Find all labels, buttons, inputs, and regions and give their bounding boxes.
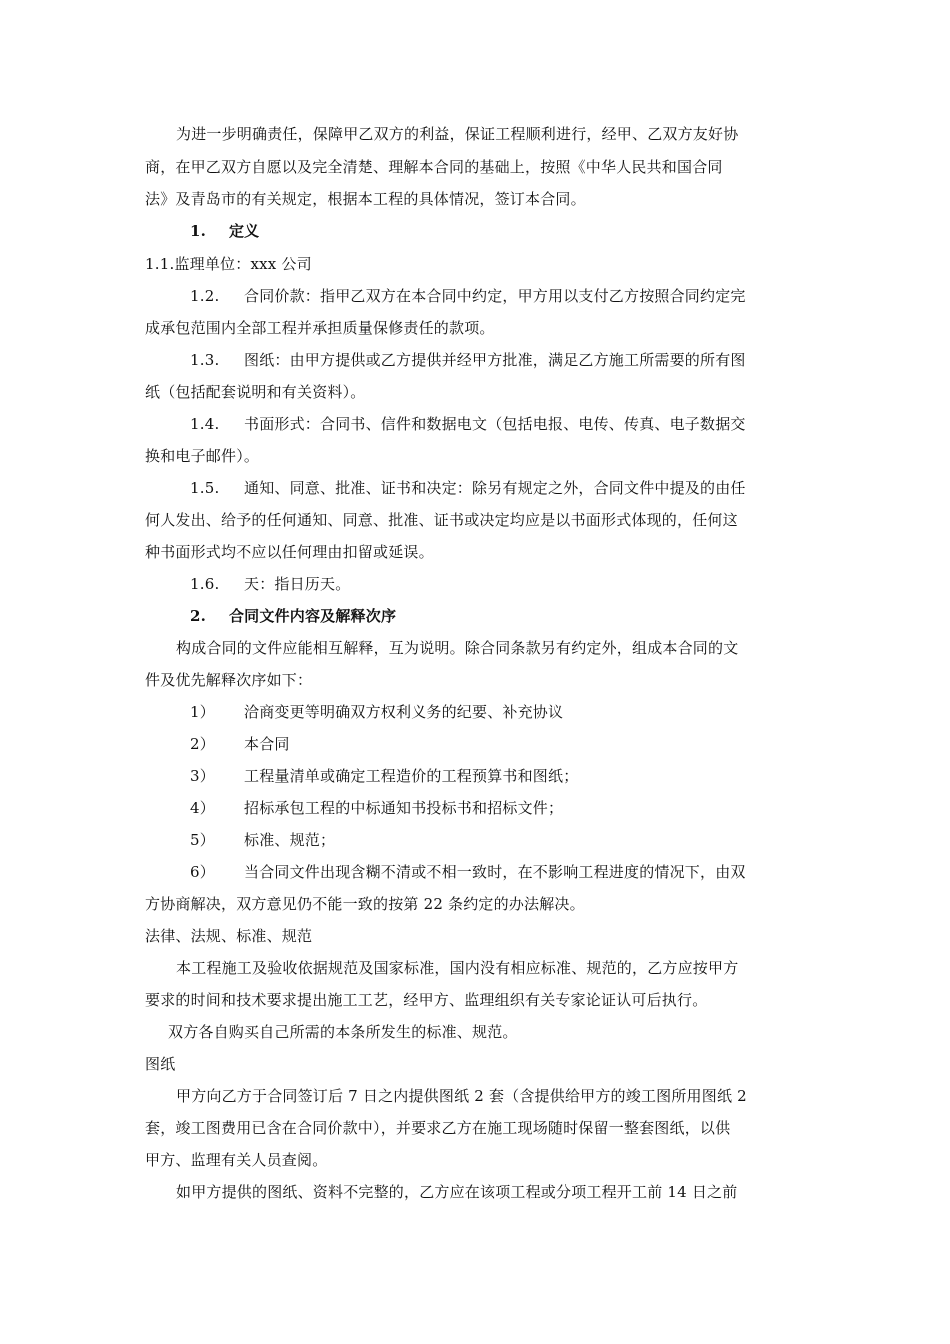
laws-p1-line-2: 要求的时间和技术要求提出施工工艺，经甲方、监理组织有关专家论证认可后执行。 bbox=[145, 991, 708, 1009]
item-1-2-line-2: 成承包范围内全部工程并承担质量保修责任的款项。 bbox=[145, 319, 495, 337]
list-item-1-number: 1） bbox=[190, 703, 215, 721]
intro-line-2: 商，在甲乙双方自愿以及完全清楚、理解本合同的基础上，按照《中华人民共和国合同 bbox=[145, 158, 723, 176]
list-item-6-number: 6） bbox=[190, 863, 215, 881]
section-1-number: 1. bbox=[190, 222, 207, 240]
item-1-1 bbox=[145, 254, 312, 274]
item-number: 1.1. bbox=[145, 255, 175, 273]
item-1-6-number: 1.6. bbox=[190, 575, 220, 593]
drawings-p2: 如甲方提供的图纸、资料不完整的，乙方应在该项工程或分项工程开工前 14 日之前 bbox=[176, 1183, 738, 1201]
section-2-title: 合同文件内容及解释次序 bbox=[228, 607, 397, 625]
list-item-6-line-1: 当合同文件出现含糊不清或不相一致时，在不影响工程进度的情况下，由双 bbox=[244, 863, 746, 881]
list-item-1-text: 洽商变更等明确双方权利义务的纪要、补充协议 bbox=[244, 703, 564, 721]
item-1-5-number: 1.5. bbox=[190, 479, 220, 497]
item-1-3-number: 1.3. bbox=[190, 351, 220, 369]
list-item-2-number: 2） bbox=[190, 735, 215, 753]
laws-p1-line-1: 本工程施工及验收依据规范及国家标准，国内没有相应标准、规范的，乙方应按甲方 bbox=[176, 959, 739, 977]
list-item-3-text: 工程量清单或确定工程造价的工程预算书和图纸； bbox=[244, 767, 579, 785]
list-item-4-text: 招标承包工程的中标通知书投标书和招标文件； bbox=[244, 799, 564, 817]
item-text: 监理单位：xxx 公司 bbox=[174, 255, 312, 273]
item-1-3-line-1: 图纸：由甲方提供或乙方提供并经甲方批准，满足乙方施工所需要的所有图 bbox=[244, 351, 746, 369]
section-1-title: 定义 bbox=[228, 222, 260, 240]
item-1-5-line-3: 种书面形式均不应以任何理由扣留或延误。 bbox=[145, 543, 434, 561]
item-1-2-number: 1.2. bbox=[190, 287, 220, 305]
item-1-4-line-1: 书面形式：合同书、信件和数据电文（包括电报、电传、传真、电子数据交 bbox=[244, 415, 746, 433]
item-1-4-line-2: 换和电子邮件）。 bbox=[145, 447, 260, 465]
item-1-5-line-1: 通知、同意、批准、证书和决定：除另有规定之外，合同文件中提及的由任 bbox=[244, 479, 746, 497]
list-item-2-text: 本合同 bbox=[244, 735, 290, 753]
item-1-2-line-1: 合同价款：指甲乙双方在本合同中约定，甲方用以支付乙方按照合同约定完 bbox=[244, 287, 746, 305]
item-1-3-line-2: 纸（包括配套说明和有关资料）。 bbox=[145, 383, 366, 401]
drawings-p1-line-2: 套，竣工图费用已含在合同价款中），并要求乙方在施工现场随时保留一整套图纸，以供 bbox=[145, 1119, 731, 1137]
item-1-6-line-1: 天：指日历天。 bbox=[244, 575, 351, 593]
item-1-4-number: 1.4. bbox=[190, 415, 220, 433]
section-2-intro-line-2: 件及优先解释次序如下： bbox=[145, 671, 313, 689]
list-item-3-number: 3） bbox=[190, 767, 215, 785]
list-item-6-line-2: 方协商解决，双方意见仍不能一致的按第 22 条约定的办法解决。 bbox=[145, 895, 585, 913]
drawings-heading: 图纸 bbox=[145, 1055, 176, 1073]
intro-line-1: 为进一步明确责任，保障甲乙双方的利益，保证工程顺利进行，经甲、乙双方友好协 bbox=[176, 125, 739, 143]
laws-heading: 法律、法规、标准、规范 bbox=[145, 927, 313, 945]
section-2-number: 2. bbox=[190, 607, 207, 625]
section-2-intro-line-1: 构成合同的文件应能相互解释，互为说明。除合同条款另有约定外，组成本合同的文 bbox=[176, 639, 739, 657]
section-2-heading bbox=[190, 606, 396, 626]
list-item-5-text: 标准、规范； bbox=[244, 831, 336, 849]
laws-p2: 双方各自购买自己所需的本条所发生的标准、规范。 bbox=[168, 1023, 518, 1041]
intro-line-3: 法》及青岛市的有关规定，根据本工程的具体情况，签订本合同。 bbox=[145, 190, 586, 208]
section-1-heading bbox=[190, 221, 259, 241]
drawings-p1-line-1: 甲方向乙方于合同签订后 7 日之内提供图纸 2 套（含提供给甲方的竣工图所用图纸 2 bbox=[176, 1087, 747, 1105]
drawings-p1-line-3: 甲方、监理有关人员查阅。 bbox=[145, 1151, 328, 1169]
list-item-5-number: 5） bbox=[190, 831, 215, 849]
list-item-4-number: 4） bbox=[190, 799, 215, 817]
item-1-5-line-2: 何人发出、给予的任何通知、同意、批准、证书或决定均应是以书面形式体现的，任何这 bbox=[145, 511, 738, 529]
